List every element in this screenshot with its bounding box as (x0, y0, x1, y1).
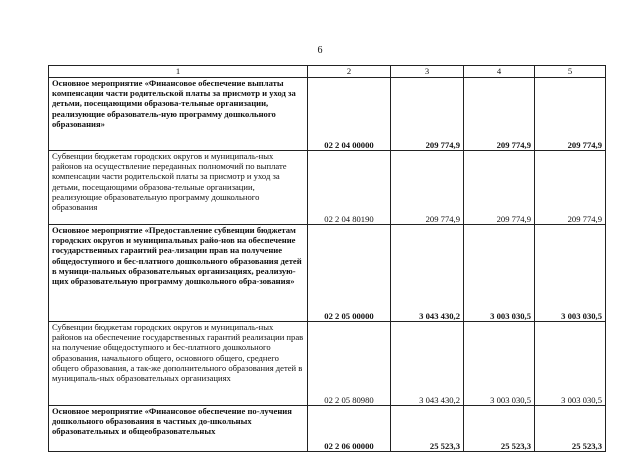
row-value-col3: 3 043 430,2 (391, 225, 464, 322)
row-description: Основное мероприятие «Финансовое обеспечение выплаты компенсации части родительской платы за присмотр и уход за детьми, посещающими образова-тельные организации, реализующие образователь-ную программу дошкольного образования» (49, 78, 308, 151)
column-header: 3 (391, 66, 464, 78)
row-description: Основное мероприятие «Предоставление субвенции бюджетам городских округов и муниципальных райо-нов на обеспечение государственных гарантий реа-лизации прав на получение общедоступного и бес-платного дошкольного образования детей в муници-пальных образовательных организациях, реализую-щих образовательную программу дошкольного обра-зования» (49, 225, 308, 322)
column-header: 1 (49, 66, 308, 78)
row-value-col3: 209 774,9 (391, 78, 464, 151)
table-row (49, 225, 606, 322)
column-header: 2 (308, 66, 391, 78)
row-value-col5: 3 003 030,5 (535, 322, 606, 406)
row-value-col5: 3 003 030,5 (535, 225, 606, 322)
row-value-col5: 209 774,9 (535, 151, 606, 225)
table-header-row (49, 66, 606, 78)
row-value-col4: 25 523,3 (464, 406, 535, 452)
row-value-col5: 25 523,3 (535, 406, 606, 452)
budget-table (48, 65, 606, 452)
page-number: 6 (317, 45, 323, 56)
row-value-col4: 3 003 030,5 (464, 322, 535, 406)
row-code: 02 2 05 80980 (308, 322, 391, 406)
row-value-col3: 25 523,3 (391, 406, 464, 452)
row-code: 02 2 04 00000 (308, 78, 391, 151)
table-row (49, 406, 606, 452)
column-header: 4 (464, 66, 535, 78)
row-description: Субвенции бюджетам городских округов и муниципаль-ных районов на обеспечение государственных гарантий реализации прав на получение общедоступного и бес-платного дошкольного образования, начального общего, основного общего, среднего общего образования, а так-же дополнительного образования детей в муниципаль-ных образовательных организациях (49, 322, 308, 406)
row-code: 02 2 04 80190 (308, 151, 391, 225)
row-description: Субвенции бюджетам городских округов и муниципаль-ных районов на осуществление переданных полномочий по выплате компенсации части родительской платы за присмотр и уход за детьми, посещающими образова-тельные организации, реализующие образовательную программу дошкольного образования (49, 151, 308, 225)
row-description: Основное мероприятие «Финансовое обеспечение по-лучения дошкольного образования в частных до-школьных образовательных и общеобразовательных (49, 406, 308, 452)
row-value-col4: 3 003 030,5 (464, 225, 535, 322)
row-value-col3: 209 774,9 (391, 151, 464, 225)
table-row (49, 151, 606, 225)
row-value-col5: 209 774,9 (535, 78, 606, 151)
row-value-col4: 209 774,9 (464, 151, 535, 225)
row-value-col3: 3 043 430,2 (391, 322, 464, 406)
column-header: 5 (535, 66, 606, 78)
table-row (49, 78, 606, 151)
row-code: 02 2 06 00000 (308, 406, 391, 452)
table-row (49, 322, 606, 406)
row-code: 02 2 05 00000 (308, 225, 391, 322)
row-value-col4: 209 774,9 (464, 78, 535, 151)
